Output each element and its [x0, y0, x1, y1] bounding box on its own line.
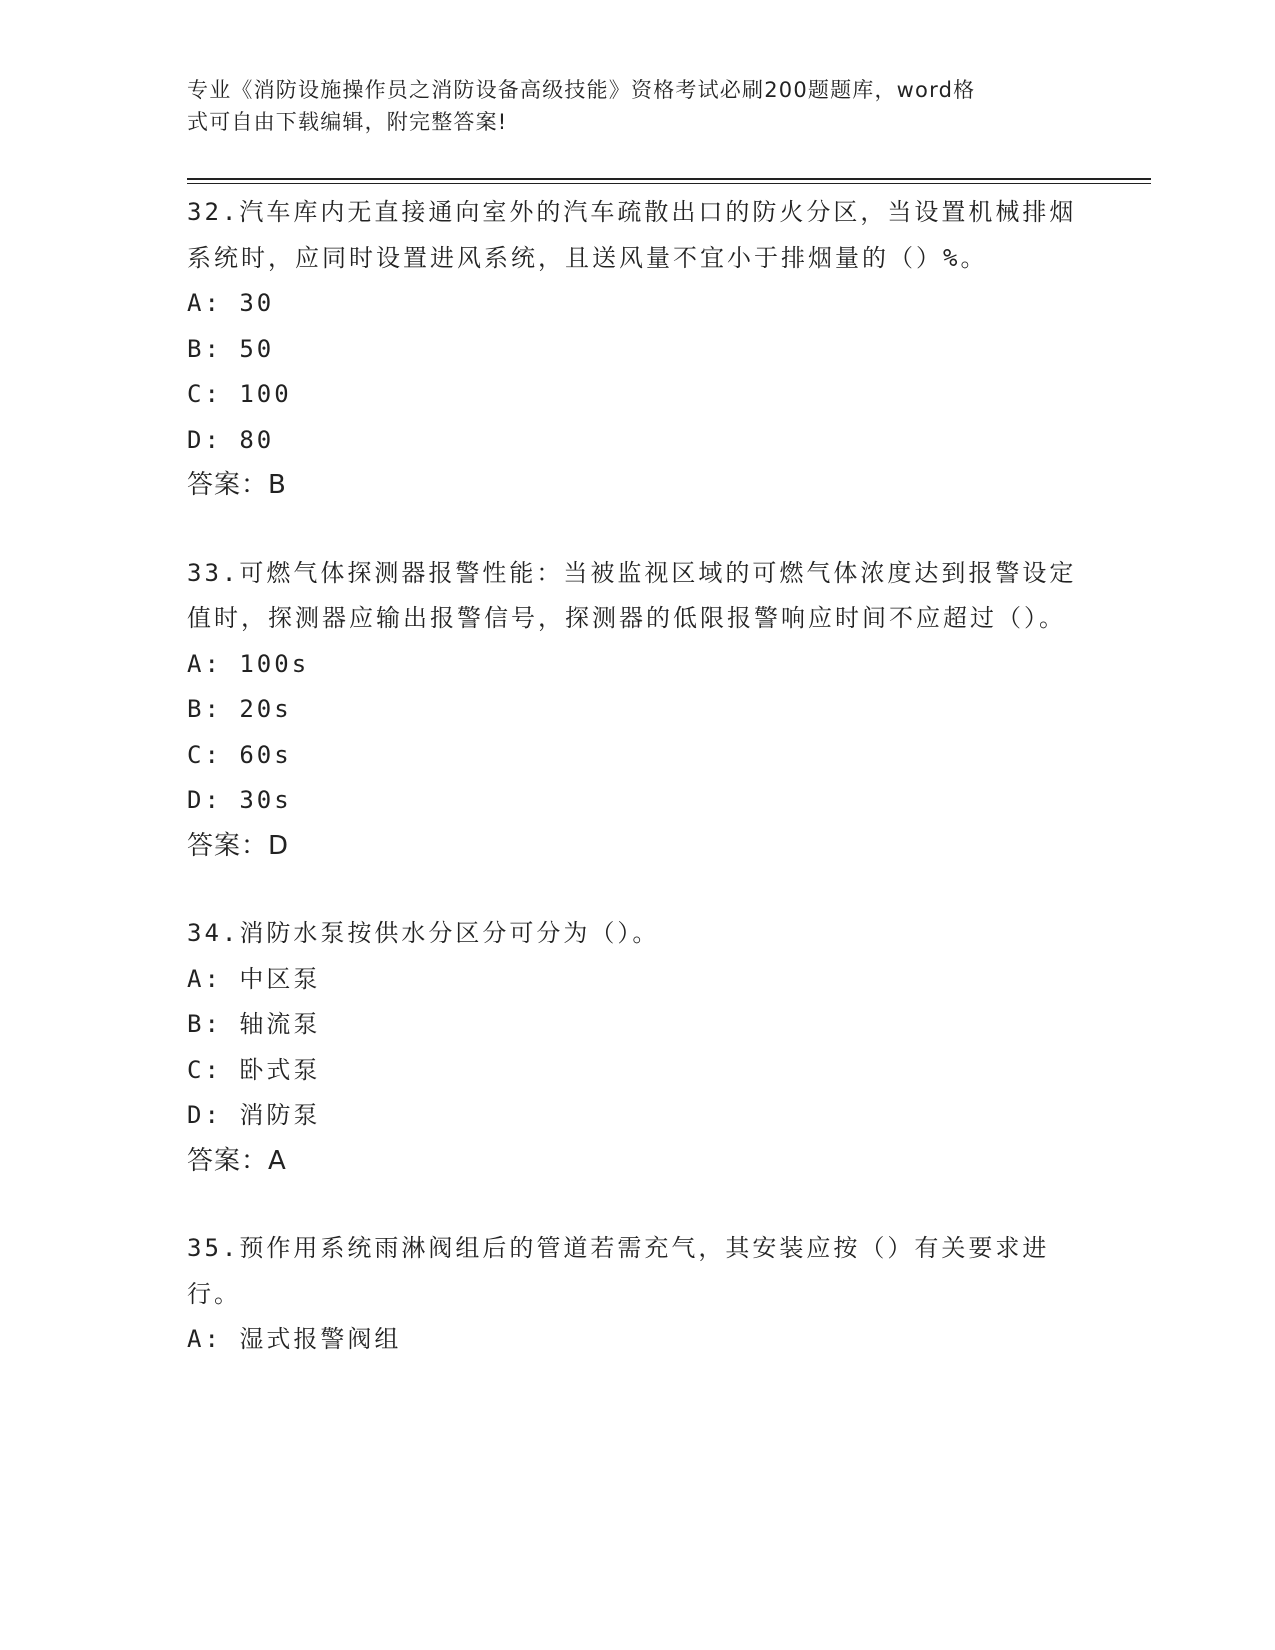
question-stem: 34.消防水泵按供水分区分可分为（）。	[187, 919, 660, 947]
header-divider-thick	[187, 178, 1151, 180]
option-a: A: 100s	[187, 649, 310, 678]
question-list	[187, 190, 1077, 1405]
option-c: C: 100	[187, 380, 292, 408]
option-b: B: 20s	[187, 695, 292, 723]
header-divider-thin	[187, 183, 1151, 184]
header-text-line-1: 专业《消防设施操作员之消防设备高级技能》资格考试必刷200题题库，word格	[187, 78, 976, 102]
option-d: D: 80	[187, 425, 275, 454]
option-a: A: 湿式报警阀组	[187, 1325, 402, 1353]
option-b: B: 50	[187, 334, 275, 363]
question-34	[187, 911, 1077, 1184]
header-text-line-2: 式可自由下载编辑，附完整答案!	[187, 110, 508, 134]
question-33	[187, 551, 1077, 870]
option-b: B: 轴流泵	[187, 1010, 321, 1038]
answer-line: 答案：D	[187, 830, 290, 861]
option-d: D: 30s	[187, 786, 292, 814]
answer-line: 答案：B	[187, 470, 287, 500]
question-35	[187, 1226, 1077, 1363]
answer-line: 答案：A	[187, 1145, 287, 1176]
option-c: C: 60s	[187, 740, 292, 769]
document-header	[187, 74, 1067, 138]
option-a: A: 30	[187, 289, 275, 317]
question-stem: 33.可燃气体探测器报警性能：当被监视区域的可燃气体浓度达到报警设定值时，探测器应输出报警信号，探测器的低限报警响应时间不应超过（）。	[187, 558, 1077, 632]
question-stem: 35.预作用系统雨淋阀组后的管道若需充气，其安装应按（）有关要求进行。	[187, 1234, 1050, 1308]
question-stem: 32.汽车库内无直接通向室外的汽车疏散出口的防火分区，当设置机械排烟系统时，应同时设置进风系统，且送风量不宜小于排烟量的（）%。	[187, 198, 1077, 272]
option-d: D: 消防泵	[187, 1101, 321, 1129]
option-c: C: 卧式泵	[187, 1055, 321, 1084]
option-a: A: 中区泵	[187, 964, 321, 993]
question-32	[187, 190, 1077, 509]
